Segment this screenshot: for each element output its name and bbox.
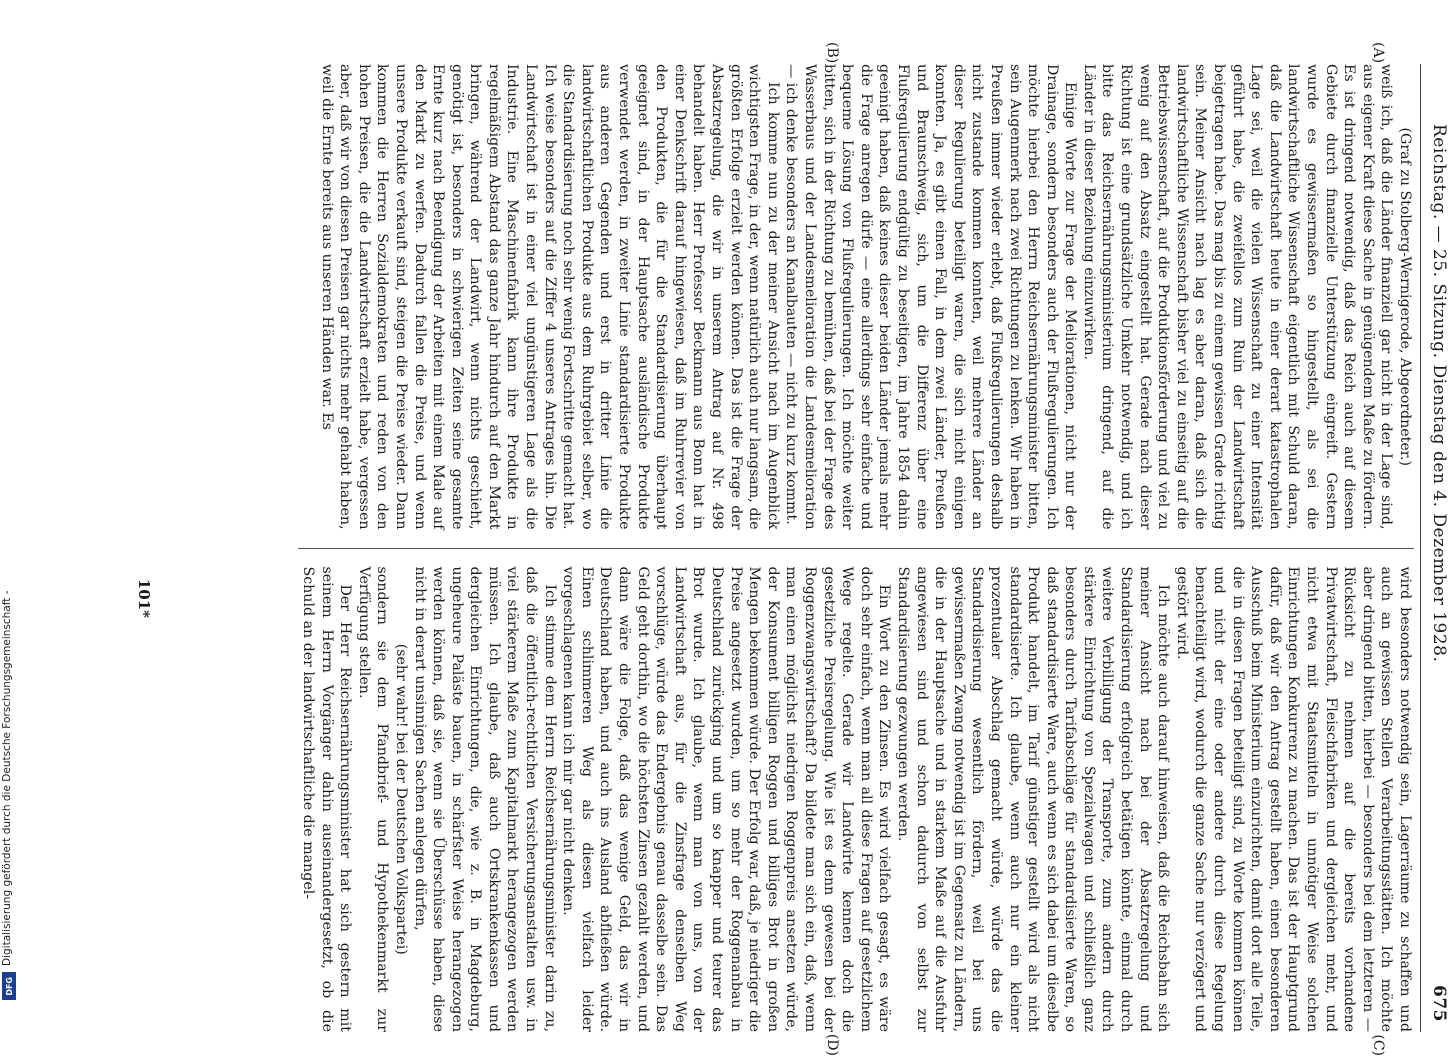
interjection: (sehr wahr! bei der Deutschen Volkspartei) bbox=[392, 643, 409, 955]
page-header bbox=[1420, 64, 1455, 1032]
paragraph: Ich komme nun zu der meiner Ansicht nach im Augenblick wichtigsten Frage, in der, wenn natürlich auch nur langsam, die größten Erfolge erzielt werden können. Das ist die Frage der Absatzregelung, die wir in unserem Antrag auf Nr. 498 behandelt haben. Herr Professor Beckmann aus Bonn hat in einer Denkschrift darauf hingewiesen, daß im Ruhrrevier von den Produkten, die für die Standardisierung überhaupt geeignet sind, in der Hauptsache ausländische Produkte verwendet werden, in zweiter Linie standardisierte Produkte aus anderen Gegenden und erst in dritter Linie die landwirtschaftlichen Produkte aus dem Ruhrgebiet selber, wo die Standardisierung noch sehr wenig Fortschritte gemacht hat. Ich weise besonders auf die Ziffer 4 unseres Antrages hin. Die Landwirtschaft ist in einer viel ungünstigeren Lage als die Industrie. Eine Maschinenfabrik kann ihre Produkte in regelmäßigem Abstand das ganze Jahr hindurch auf den Markt bringen, während der Landwirt, wenn nichts geschieht, genötigt ist, besonders in schwierigen Zeiten seine gesamte Ernte kurz nach Beendigung der Arbeiten mit einem Male auf den Markt zu werfen. Dadurch fallen die Preise, und wenn unsere Produkte verkauft sind, steigen die Preise wieder. Dann kommen die Herren Sozialdemokraten und reden von den hohen Preisen, die die Landwirtschaft erzielt habe, vergessen aber, daß wir von diesen Preisen gar nichts mehr gehabt haben, weil die Ernte bereits aus unseren Händen war. Es bbox=[318, 64, 781, 530]
paragraph: sondern sie dem Pfandbrief- und Hypothekenmarkt zur Verfügung stellen. bbox=[355, 566, 391, 1032]
margin-marker-c: (C) bbox=[1370, 1034, 1386, 1056]
running-head: Reichstag. — 25. Sitzung. Dienstag den 4. Dezember 1928. bbox=[1429, 124, 1449, 663]
column-left bbox=[298, 64, 1414, 530]
digitization-credit: Digitalisierung gefördert durch die Deutsche Forschungsgemeinschaft - bbox=[1, 590, 13, 966]
dfg-logo: DFG bbox=[2, 972, 16, 1000]
paragraph: wird besonders notwendig sein, Lagerräume zu schaffen und auch an gewissen Stellen Verarbeitungsstätten. Ich möchte aber dringend bitten, hierbei — besonders bei dem letzteren — Rücksicht zu nehmen auf die bereits vorhandene Privatwirtschaft, Fleischfabriken und dergleichen mehr, und nicht etwa mit Staatsmitteln in unnötiger Weise solchen Einrichtungen Konkurrenz zu machen. Das ist der Hauptgrund dafür, daß wir den Antrag gestellt haben, einen besonderen Ausschuß beim Ministerium einzurichten, damit dort alle Teile, die in diesen Fragen beteiligt sind, zu Worte kommen können und nicht der eine oder andere durch diese Regelung benachteiligt wird, wodurch die ganze Sache nur verzögert und gestört wird. bbox=[1173, 566, 1413, 1032]
digitization-credit-bar bbox=[1, 6, 17, 996]
column-divider bbox=[298, 548, 1414, 549]
paragraph: Ein Wort zu den Zinsen. Es wird vielfach gesagt, es wäre doch sehr einfach, wenn man all diese Fragen auf gesetzlichem Wege regelte. Gerade wir Landwirte kennen doch die gesetzliche Preisregelung. Wie ist es denn gewesen bei der Roggenzwangswirtschaft? Da bildete man sich ein, daß, wenn man einen möglichst niedrigen Roggenpreis ansetzen würde, der Konsument billigen Roggen und billiges Brot in großen Mengen bekommen würde. Der Erfolg war, daß, je niedriger die Preise angesetzt wurden, um so mehr der Roggenanbau in Deutschland zurückging und um so knapper und teurer das Brot wurde. Ich glaube, wenn man von uns, von der Landwirtschaft aus, für die Zinsfrage denselben Weg vorschlüge, würde das Endergebnis genau dasselbe sein. Das Geld geht dorthin, wo die höchsten Zinsen gezahlt werden, und dann wäre die Folge, daß das wenige Geld, das wir in Deutschland haben, und auch ins Ausland abfließen würde. Einen schlimmeren Weg als diesen vielfach leider vorgeschlagenen kann ich mir gar nicht denken. bbox=[560, 566, 893, 1032]
margin-marker-d: (D) bbox=[824, 1033, 840, 1056]
margin-marker-b: (B) bbox=[824, 42, 840, 64]
paragraph: Der Herr Reichsernährungsminister hat sich gestern mit seinem Herrn Vorgänger dahin auseinandergesetzt, ob die Schuld an der landwirtschaftliche die mangel- bbox=[299, 566, 354, 1032]
speaker-line: (Graf zu Stolberg-Wernigerode, Abgeordneter.) bbox=[1397, 127, 1413, 467]
page-number: 675 bbox=[1429, 985, 1449, 1022]
column-right bbox=[298, 567, 1414, 1033]
text-columns bbox=[298, 42, 1420, 1056]
sheet-signature: 101* bbox=[135, 578, 153, 618]
paragraph: Ich möchte auch darauf hinweisen, daß die Reichsbahn sich meiner Ansicht nach bei der Absatzregelung und Standardisierung erfolgreich betätigen könnte, einmal durch weitere Verbilligung der Transporte, zum andern durch stärkere Einrichtung von Spezialwagen und schließlich ganz besonders durch Tarifabschläge für standardisierte Waren, so daß standardisierte Ware, auch wenn es sich dabei um dieselbe Produkt handelt, im Tarif günstiger gestellt wird als nicht standardisierte. Ich glaube, wenn auch nur ein kleiner prozentualer Abschlag gemacht würde, würde das die Standardisierung wesentlich fördern, weil bei uns gewissermaßen Zwang notwendig ist im Gegensatz zu Ländern, die in der Hauptsache und in starkem Maße auf die Ausfuhr angewiesen sind und schon dadurch von selbst zur Standardisierung gezwungen werden. bbox=[894, 566, 1172, 1032]
margin-marker-a: (A) bbox=[1370, 42, 1386, 64]
paragraph: Ich stimme dem Herrn Reichsernährungsminister darin zu, daß die öffentlich-rechtlichen Versicherungsanstalten usw. in viel stärkerem Maße zum Kapitalmarkt herangezogen werden müssen. Ich glaube, daß auch Ortskrankenkassen und dergleichen Einrichtungen, die, wie z. B. in Magdeburg, ungeheure Paläste bauen, in schärfster Weise herangezogen werden können, daß sie, wenn sie Überschüsse haben, diese nicht in derart unsinnigen Sachen anlegen dürfen, bbox=[411, 566, 558, 1032]
paragraph: weiß ich, daß die Länder finanziell gar nicht in der Lage sind, aus eigener Kraft diese Sache in genügendem Maße zu fördern. Es ist dringend notwendig, daß das Reich auch auf diesem Gebiete durch finanzielle Unterstützung eingreift. Gestern wurde es gewissermaßen so hingestellt, als sei die landwirtschaftliche Wissenschaft eigentlich mit Schuld daran, daß die Landwirtschaft heute in einer derart katastrophalen Lage sei, weil die vielen Wissenschaft zu einer Intensität geführt habe, die zweifellos zum Ruin der Landwirtschaft beigetragen habe. Das mag bis zu einem gewissen Grade richtig sein. Meiner Ansicht nach lag es aber daran, daß sich die landwirtschaftliche Wissenschaft bisher viel zu einseitig auf die Betriebswissenschaft, auf die Produktionsförderung und viel zu wenig auf den Absatz eingestellt hat. Gerade nach dieser Richtung ist eine grundsätzliche Umkehr notwendig, und ich bitte das Reichsernährungsministerium dringend, auf die Länder in dieser Beziehung einzuwirken. bbox=[1080, 64, 1395, 530]
paragraph: Einige Worte zur Frage der Meliorationen, nicht nur der Drainage, sondern besonders auch der Flußregulierungen. Ich möchte hierbei den Herrn Reichsernährungsminister bitten, sein Augenmerk nach zwei Richtungen zu lenken. Wir haben in Preußen immer wieder erlebt, daß Flußregulierungen deshalb nicht zustande kommen konnten, weil mehrere Länder an dieser Regulierung beteiligt waren, die sich nicht einigen konnten. Ja, es gibt einen Fall, in dem zwei Länder, Preußen und Braunschweig, sich, um die Differenz über eine Flußregulierung endgültig zu beseitigen, im Jahre 1854 dahin geeinigt haben, daß keines dieser beiden Länder jemals mehr die Frage anregen dürfe — eine allerdings sehr einfache und bequeme Lösung von Flußregulierungen. Ich möchte weiter bitten, sich in der Richtung zu bemühen, daß bei der Frage des Wasserbaus und der Landesmelioration die Landesmelioration — ich denke besonders an Kanalbauten — nicht zu kurz kommt. bbox=[783, 64, 1079, 530]
scanned-page bbox=[135, 42, 1455, 1056]
